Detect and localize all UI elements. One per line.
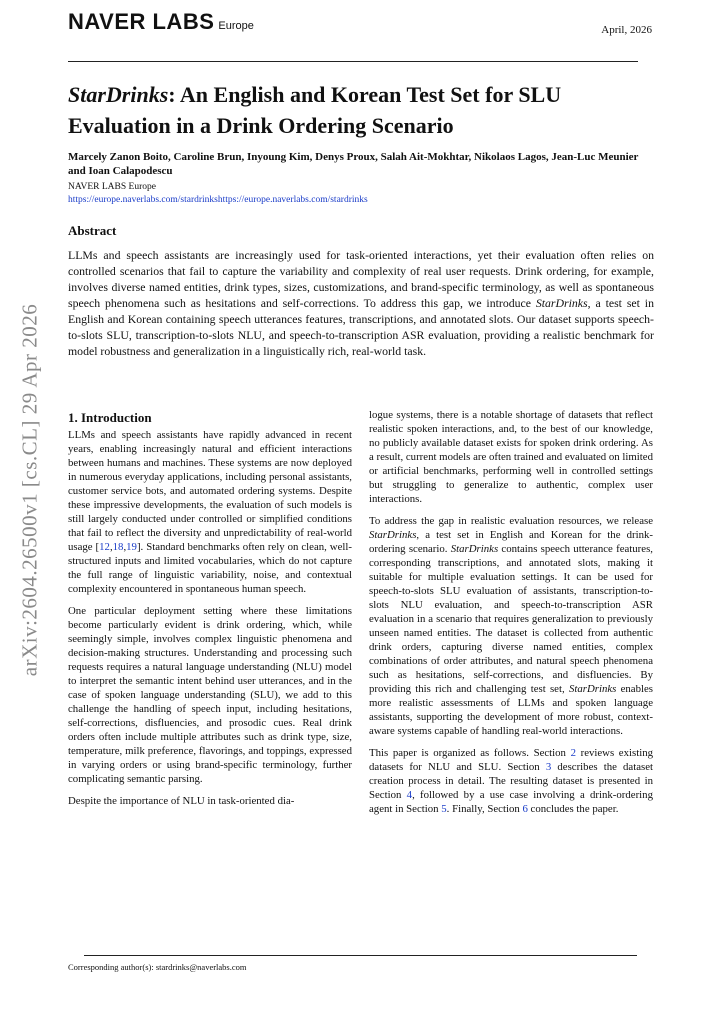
- paragraph: LLMs and speech assistants have rapidly advanced in recent years, enabling increasingly natural and efficient interactions between humans and machines. These systems are now deployed in numerous everyday applications, including personal assistants, customer service bots, and automated ordering systems. Despite these impressive developments, the evaluation of such models is still largely conducted under controlled or simplified conditions that fail to reflect the diversity and unpredictability of real-world usage [12,18,19]. Standard benchmarks often rely on clean, well-structured inputs and limited vocabularies, which do not capture the full range of linguistic variability, noise, and contextual complexity encountered in spontaneous human speech.: [68, 429, 352, 595]
- citation-link[interactable]: 12: [99, 541, 110, 553]
- abstract-part: , a test set in English and Korean containing speech utterances features, transcriptions, and annotated slots. Our dataset supports speech-to-slots SLU, transcription-to-slots NLU, and speech-to-transcription ASR evaluation, providing a realistic benchmark for model robustness and generalization in a linguistically rich, real-world task.: [68, 296, 654, 358]
- section-link[interactable]: 3: [545, 761, 552, 773]
- arxiv-stamp: [10, 300, 50, 680]
- abstract-em: StarDrinks: [535, 296, 588, 310]
- section-link[interactable]: 4: [406, 789, 413, 801]
- dataset-name: StarDrinks: [568, 683, 617, 695]
- affiliation: NAVER LABS Europe: [68, 182, 156, 192]
- section-link[interactable]: 5: [441, 803, 447, 815]
- abstract-heading: Abstract: [68, 223, 117, 238]
- text: , a test set in English and Korean for the drink-ordering scenario.: [369, 529, 653, 555]
- title-rest: : An English and Korean Test Set for SLU Evaluation in a Drink Ordering Scenario: [68, 82, 562, 138]
- dataset-name: StarDrinks: [369, 529, 417, 541]
- date: April, 2026: [601, 24, 652, 36]
- paragraph: Despite the importance of NLU in task-oriented dia-: [68, 795, 295, 807]
- project-url[interactable]: https://europe.naverlabs.com/stardrinkshttps://europe.naverlabs.com/stardrinks: [68, 195, 368, 205]
- text: . Finally, Section: [446, 803, 523, 815]
- text: contains speech utterance features, corresponding transcriptions, and annotated slots, making it suitable for multiple evaluation settings. It can be used for speech-to-slots SLU evaluation of assistants, transcription-to-slots NLU evaluation, and speech-to-transcription ASR evaluation in a scenario that requires generalization to previously unseen named entities. The dataset is collected from authentic drink orders, capturing diverse named entities, complex combinations of order attributes, and natural speech phenomena such as hesitations, self-corrections, and disfluencies. By providing this rich and challenging test set,: [369, 543, 653, 695]
- text: concludes the paper.: [527, 803, 619, 815]
- section-heading-introduction: 1. Introduction: [68, 410, 152, 425]
- authors: Marcely Zanon Boito, Caroline Brun, Inyoung Kim, Denys Proux, Salah Ait-Mokhtar, Nikolaos Lagos, Jean-Luc Meunier and Ioan Calapodescu: [68, 151, 639, 177]
- logo-sub: Europe: [218, 20, 254, 32]
- right-column: [369, 408, 653, 824]
- text: enables more realistic assessments of LLMs and spoken language assistants, supporting the development of more robust, context-aware systems capable of handling real-world interactions.: [369, 683, 653, 737]
- title-italic: StarDrinks: [68, 82, 169, 107]
- text: reviews existing datasets for NLU and SLU. Section: [369, 747, 653, 773]
- text: , followed by a use case involving a drink-ordering agent in Section: [369, 789, 653, 815]
- paper-title: [68, 79, 648, 141]
- section-link[interactable]: 6: [522, 803, 528, 815]
- arxiv-stamp-text: arXiv:2604.26500v1 [cs.CL] 29 Apr 2026: [17, 303, 42, 677]
- header-rule: [68, 61, 638, 62]
- text: describes the dataset creation process in detail. The resulting dataset is presented in Section: [369, 761, 653, 801]
- abstract-part: LLMs and speech assistants are increasingly used for task-oriented interactions, yet their evaluation often relies on controlled scenarios that fail to capture the variability and complexity of real user requests. Drink ordering, for example, involves diverse named entities, drink types, sizes, customizations, and brand-specific terminology, as well as spontaneous speech phenomena such as hesitations and self-corrections. To address this gap, we introduce: [68, 248, 654, 310]
- citation-link[interactable]: 19: [126, 541, 137, 553]
- text: LLMs and speech assistants have rapidly advanced in recent years, enabling increasingly natural and efficient interactions between humans and machines. These systems are now deployed in numerous everyday applications, including personal assistants, customer service bots, and automated ordering systems. Despite these impressive developments, the evaluation of such models is still largely conducted under controlled or simplified conditions that fail to reflect the diversity and unpredictability of real-world usage [: [68, 429, 352, 553]
- section-link[interactable]: 2: [570, 747, 576, 759]
- naver-labs-logo: [68, 9, 254, 35]
- text: This paper is organized as follows. Section: [369, 747, 571, 759]
- dataset-name: StarDrinks: [450, 543, 499, 555]
- footnote: Corresponding author(s): stardrinks@naverlabs.com: [68, 962, 247, 972]
- paragraph: logue systems, there is a notable shortage of datasets that reflect realistic spoken interactions, and, to the best of our knowledge, no publicly available dataset exists for spoken drink ordering. As a result, current models are often trained and evaluated on limited or artificial benchmarks, performing well in controlled settings but struggling to generalize to authentic, complex user interactions.: [369, 409, 653, 505]
- paragraph: [369, 514, 653, 738]
- footnote-rule: [84, 955, 637, 956]
- logo-main: NAVER LABS: [68, 9, 215, 34]
- left-column: [68, 428, 352, 816]
- text: To address the gap in realistic evaluation resources, we release: [369, 515, 653, 527]
- paragraph: [369, 746, 653, 816]
- abstract-text: [68, 247, 654, 359]
- paragraph: One particular deployment setting where these limitations become particularly evident is drink ordering, which, while seemingly simple, involves complex linguistic phenomena and decision-making structures. Understanding and processing such requests requires a natural language understanding (NLU) model to interpret the semantic intent behind user utterances, and in the case of spoken language understanding (SLU), we add to this challenge the handling of speech input, including hesitations, self-corrections, disfluencies, and prosodic cues. Real drink orders often include multiple attributes such as drink type, size, temperature, milk preference, flavorings, and toppings, expressed in varying orders or using brand-specific terminology, further complicating semantic parsing.: [68, 605, 352, 785]
- text: ]. Standard benchmarks often rely on clean, well-structured inputs and limited vocabularies, which do not capture the full range of linguistic variability, noise, and contextual complexity encountered in spontaneous human speech.: [68, 541, 352, 595]
- citation-link[interactable]: 18: [112, 541, 124, 553]
